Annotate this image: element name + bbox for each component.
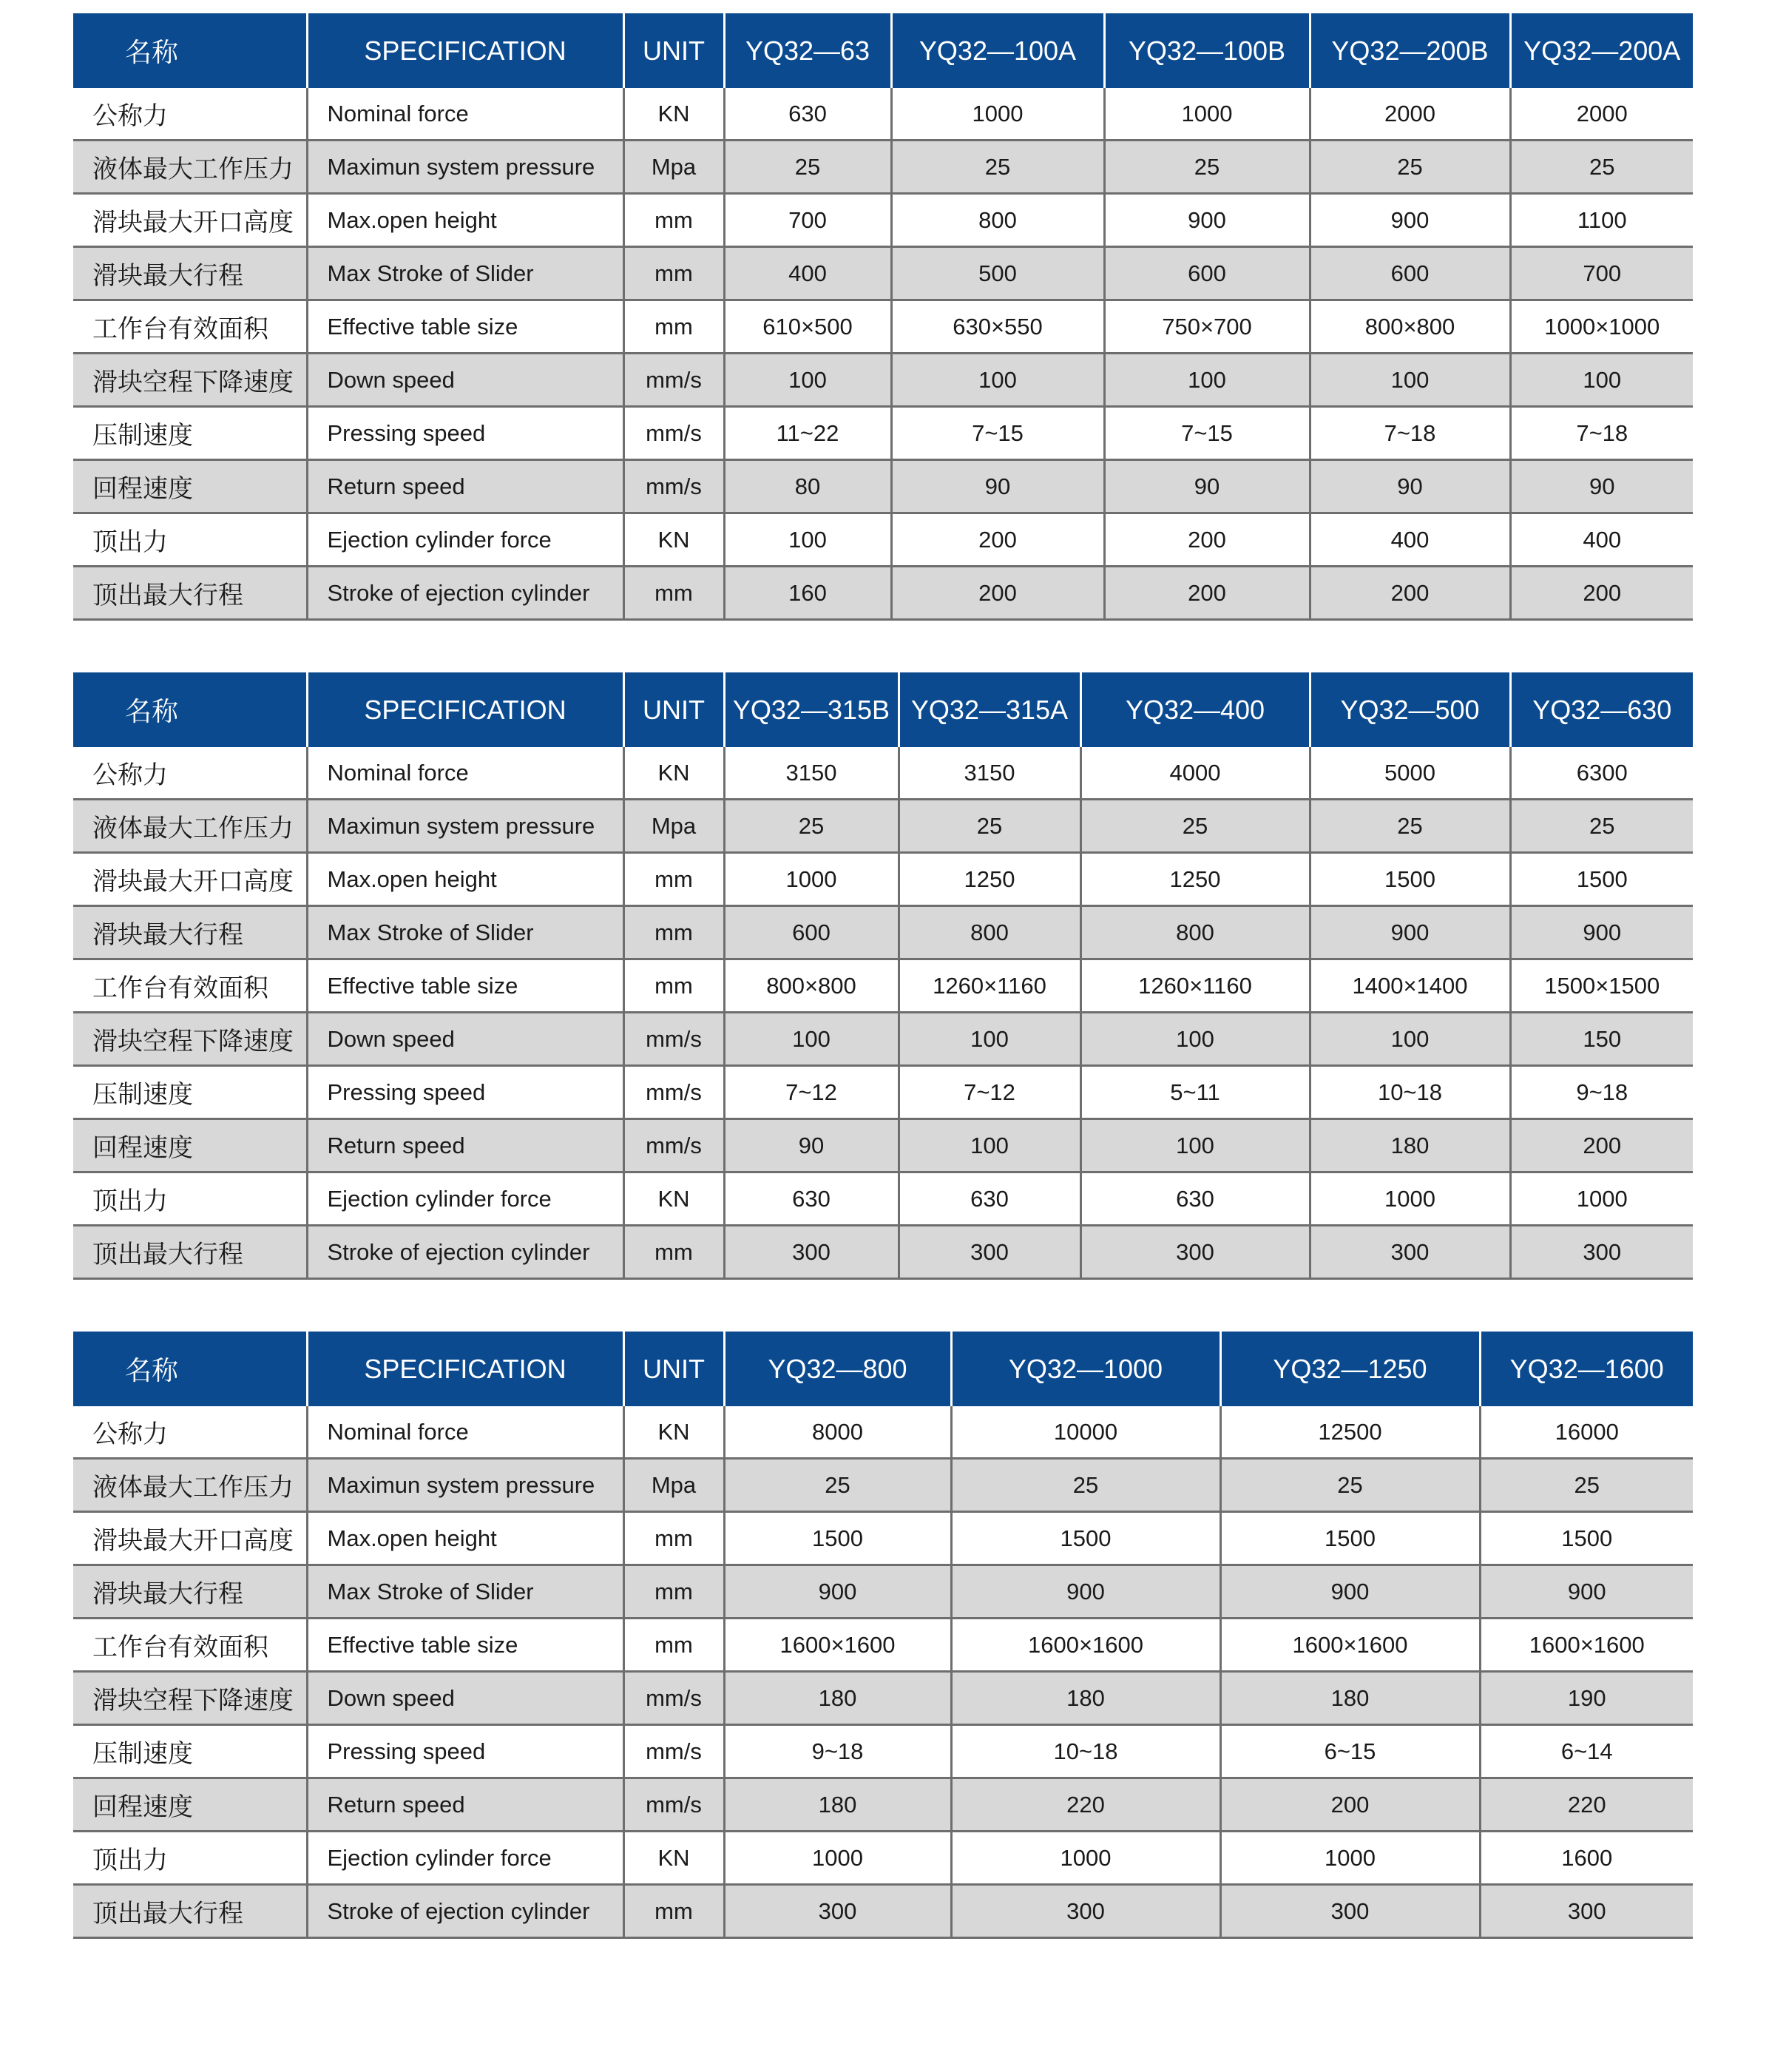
value-cell: 300 <box>724 1885 951 1938</box>
row-unit: mm/s <box>623 1672 724 1725</box>
table-row <box>73 1512 1693 1565</box>
row-label-cn: 工作台有效面积 <box>73 300 307 354</box>
row-unit: KN <box>623 1406 724 1459</box>
spec-table-2 <box>73 672 1693 1280</box>
header-row <box>73 13 1693 88</box>
value-cell: 9~18 <box>724 1725 951 1778</box>
value-cell: 1000×1000 <box>1510 300 1693 354</box>
value-cell: 90 <box>1510 460 1693 513</box>
row-label-cn: 滑块最大行程 <box>73 1565 307 1619</box>
row-unit: Mpa <box>623 800 724 853</box>
value-cell: 6~14 <box>1480 1725 1693 1778</box>
row-unit: mm <box>623 853 724 906</box>
value-cell: 200 <box>891 513 1104 567</box>
value-cell: 630×550 <box>891 300 1104 354</box>
row-label-cn: 压制速度 <box>73 407 307 460</box>
value-cell: 200 <box>1510 567 1693 620</box>
value-cell: 1000 <box>951 1832 1220 1885</box>
value-cell: 180 <box>1220 1672 1480 1725</box>
row-label-en: Nominal force <box>307 88 623 141</box>
value-cell: 3150 <box>899 747 1080 800</box>
value-cell: 100 <box>1310 354 1510 407</box>
row-label-en: Ejection cylinder force <box>307 1172 623 1226</box>
table-row <box>73 300 1693 354</box>
value-cell: 25 <box>724 141 891 194</box>
value-cell: 9~18 <box>1510 1066 1693 1119</box>
value-cell: 220 <box>951 1778 1220 1832</box>
row-unit: mm <box>623 300 724 354</box>
value-cell: 630 <box>1080 1172 1310 1226</box>
row-label-cn: 顶出最大行程 <box>73 1226 307 1279</box>
table-row <box>73 1172 1693 1226</box>
table-row <box>73 1832 1693 1885</box>
row-unit: mm <box>623 1619 724 1672</box>
value-cell: 900 <box>1310 906 1510 959</box>
row-label-en: Return speed <box>307 460 623 513</box>
value-cell: 6300 <box>1510 747 1693 800</box>
value-cell: 300 <box>1310 1226 1510 1279</box>
row-label-cn: 顶出最大行程 <box>73 1885 307 1938</box>
header-unit: UNIT <box>623 672 724 747</box>
value-cell: 1260×1160 <box>899 959 1080 1013</box>
row-unit: mm/s <box>623 354 724 407</box>
value-cell: 90 <box>891 460 1104 513</box>
table-row <box>73 1672 1693 1725</box>
value-cell: 1000 <box>724 853 899 906</box>
value-cell: 180 <box>724 1778 951 1832</box>
row-label-en: Maximun system pressure <box>307 141 623 194</box>
value-cell: 600 <box>1104 247 1310 300</box>
value-cell: 4000 <box>1080 747 1310 800</box>
row-label-cn: 滑块空程下降速度 <box>73 354 307 407</box>
table-row <box>73 513 1693 567</box>
header-model: YQ32—1600 <box>1480 1332 1693 1406</box>
header-model: YQ32—200B <box>1310 13 1510 88</box>
value-cell: 1500 <box>724 1512 951 1565</box>
value-cell: 900 <box>1104 194 1310 247</box>
value-cell: 160 <box>724 567 891 620</box>
value-cell: 16000 <box>1480 1406 1693 1459</box>
table-row <box>73 800 1693 853</box>
row-label-cn: 滑块最大行程 <box>73 247 307 300</box>
header-name: 名称 <box>73 13 307 88</box>
value-cell: 10~18 <box>1310 1066 1510 1119</box>
spec-table-1 <box>73 13 1693 621</box>
row-label-cn: 滑块最大开口高度 <box>73 194 307 247</box>
value-cell: 25 <box>899 800 1080 853</box>
table-row <box>73 247 1693 300</box>
value-cell: 1000 <box>891 88 1104 141</box>
row-unit: mm <box>623 1565 724 1619</box>
value-cell: 400 <box>1310 513 1510 567</box>
value-cell: 25 <box>1310 141 1510 194</box>
row-unit: mm/s <box>623 407 724 460</box>
value-cell: 300 <box>899 1226 1080 1279</box>
value-cell: 1400×1400 <box>1310 959 1510 1013</box>
row-unit: mm <box>623 194 724 247</box>
row-label-en: Max.open height <box>307 1512 623 1565</box>
table-row <box>73 1406 1693 1459</box>
table-row <box>73 88 1693 141</box>
value-cell: 900 <box>724 1565 951 1619</box>
value-cell: 700 <box>724 194 891 247</box>
value-cell: 5000 <box>1310 747 1510 800</box>
value-cell: 90 <box>724 1119 899 1172</box>
value-cell: 1500 <box>1310 853 1510 906</box>
row-unit: mm/s <box>623 460 724 513</box>
header-specification: SPECIFICATION <box>307 1332 623 1406</box>
row-unit: mm/s <box>623 1778 724 1832</box>
value-cell: 630 <box>724 1172 899 1226</box>
value-cell: 400 <box>724 247 891 300</box>
value-cell: 10000 <box>951 1406 1220 1459</box>
value-cell: 8000 <box>724 1406 951 1459</box>
row-unit: KN <box>623 747 724 800</box>
value-cell: 1600×1600 <box>1480 1619 1693 1672</box>
row-unit: mm/s <box>623 1066 724 1119</box>
table-row <box>73 1119 1693 1172</box>
value-cell: 25 <box>1104 141 1310 194</box>
value-cell: 190 <box>1480 1672 1693 1725</box>
value-cell: 300 <box>1510 1226 1693 1279</box>
table-row <box>73 407 1693 460</box>
header-row <box>73 1332 1693 1406</box>
value-cell: 1100 <box>1510 194 1693 247</box>
value-cell: 100 <box>891 354 1104 407</box>
row-label-en: Pressing speed <box>307 1725 623 1778</box>
value-cell: 1500 <box>951 1512 1220 1565</box>
value-cell: 900 <box>951 1565 1220 1619</box>
value-cell: 1600 <box>1480 1832 1693 1885</box>
value-cell: 300 <box>1480 1885 1693 1938</box>
value-cell: 25 <box>724 800 899 853</box>
value-cell: 100 <box>899 1013 1080 1066</box>
value-cell: 200 <box>1310 567 1510 620</box>
value-cell: 1600×1600 <box>724 1619 951 1672</box>
value-cell: 1000 <box>1220 1832 1480 1885</box>
row-label-en: Effective table size <box>307 300 623 354</box>
value-cell: 25 <box>1510 141 1693 194</box>
row-label-en: Return speed <box>307 1119 623 1172</box>
row-unit: KN <box>623 88 724 141</box>
row-label-cn: 公称力 <box>73 1406 307 1459</box>
table-row <box>73 906 1693 959</box>
row-label-cn: 滑块最大行程 <box>73 906 307 959</box>
header-name: 名称 <box>73 672 307 747</box>
value-cell: 800 <box>891 194 1104 247</box>
value-cell: 1500 <box>1510 853 1693 906</box>
value-cell: 2000 <box>1510 88 1693 141</box>
header-model: YQ32—63 <box>724 13 891 88</box>
value-cell: 630 <box>899 1172 1080 1226</box>
row-label-en: Down speed <box>307 1672 623 1725</box>
row-label-cn: 压制速度 <box>73 1066 307 1119</box>
value-cell: 25 <box>1080 800 1310 853</box>
header-model: YQ32—315A <box>899 672 1080 747</box>
value-cell: 200 <box>1510 1119 1693 1172</box>
value-cell: 180 <box>1310 1119 1510 1172</box>
value-cell: 25 <box>1220 1459 1480 1512</box>
value-cell: 1500 <box>1220 1512 1480 1565</box>
value-cell: 12500 <box>1220 1406 1480 1459</box>
value-cell: 7~15 <box>1104 407 1310 460</box>
header-row <box>73 672 1693 747</box>
row-label-en: Effective table size <box>307 959 623 1013</box>
row-label-cn: 滑块最大开口高度 <box>73 1512 307 1565</box>
value-cell: 1000 <box>1104 88 1310 141</box>
header-model: YQ32—100B <box>1104 13 1310 88</box>
value-cell: 100 <box>1104 354 1310 407</box>
row-label-en: Stroke of ejection cylinder <box>307 1226 623 1279</box>
header-model: YQ32—400 <box>1080 672 1310 747</box>
value-cell: 200 <box>1220 1778 1480 1832</box>
row-label-en: Effective table size <box>307 1619 623 1672</box>
value-cell: 400 <box>1510 513 1693 567</box>
header-model: YQ32—1000 <box>951 1332 1220 1406</box>
value-cell: 7~12 <box>899 1066 1080 1119</box>
row-unit: mm/s <box>623 1119 724 1172</box>
value-cell: 7~18 <box>1310 407 1510 460</box>
value-cell: 900 <box>1480 1565 1693 1619</box>
value-cell: 1000 <box>1510 1172 1693 1226</box>
header-model: YQ32—100A <box>891 13 1104 88</box>
row-unit: mm <box>623 959 724 1013</box>
header-model: YQ32—630 <box>1510 672 1693 747</box>
value-cell: 300 <box>1080 1226 1310 1279</box>
value-cell: 180 <box>724 1672 951 1725</box>
value-cell: 900 <box>1310 194 1510 247</box>
row-label-en: Max Stroke of Slider <box>307 906 623 959</box>
table-row <box>73 747 1693 800</box>
row-label-cn: 顶出力 <box>73 513 307 567</box>
value-cell: 900 <box>1220 1565 1480 1619</box>
value-cell: 1500 <box>1480 1512 1693 1565</box>
row-label-en: Max.open height <box>307 194 623 247</box>
row-label-cn: 液体最大工作压力 <box>73 800 307 853</box>
value-cell: 2000 <box>1310 88 1510 141</box>
value-cell: 1250 <box>1080 853 1310 906</box>
header-name: 名称 <box>73 1332 307 1406</box>
value-cell: 1260×1160 <box>1080 959 1310 1013</box>
row-label-cn: 工作台有效面积 <box>73 959 307 1013</box>
value-cell: 90 <box>1104 460 1310 513</box>
row-unit: mm/s <box>623 1013 724 1066</box>
header-model: YQ32—200A <box>1510 13 1693 88</box>
value-cell: 300 <box>1220 1885 1480 1938</box>
value-cell: 90 <box>1310 460 1510 513</box>
value-cell: 80 <box>724 460 891 513</box>
value-cell: 100 <box>899 1119 1080 1172</box>
table-row <box>73 460 1693 513</box>
value-cell: 100 <box>1080 1013 1310 1066</box>
value-cell: 1600×1600 <box>1220 1619 1480 1672</box>
row-label-en: Max Stroke of Slider <box>307 1565 623 1619</box>
row-unit: mm <box>623 1226 724 1279</box>
row-label-cn: 回程速度 <box>73 460 307 513</box>
table-row <box>73 1885 1693 1938</box>
row-label-en: Max.open height <box>307 853 623 906</box>
value-cell: 600 <box>724 906 899 959</box>
value-cell: 700 <box>1510 247 1693 300</box>
value-cell: 800×800 <box>724 959 899 1013</box>
row-unit: mm <box>623 1885 724 1938</box>
row-label-en: Maximun system pressure <box>307 800 623 853</box>
value-cell: 6~15 <box>1220 1725 1480 1778</box>
table-row <box>73 1725 1693 1778</box>
value-cell: 1000 <box>1310 1172 1510 1226</box>
value-cell: 25 <box>1310 800 1510 853</box>
row-label-en: Pressing speed <box>307 1066 623 1119</box>
row-unit: KN <box>623 1832 724 1885</box>
value-cell: 11~22 <box>724 407 891 460</box>
row-label-cn: 液体最大工作压力 <box>73 1459 307 1512</box>
row-label-cn: 回程速度 <box>73 1778 307 1832</box>
value-cell: 800 <box>899 906 1080 959</box>
value-cell: 220 <box>1480 1778 1693 1832</box>
value-cell: 1500×1500 <box>1510 959 1693 1013</box>
value-cell: 25 <box>891 141 1104 194</box>
value-cell: 900 <box>1510 906 1693 959</box>
row-label-cn: 公称力 <box>73 747 307 800</box>
table-row <box>73 1778 1693 1832</box>
value-cell: 100 <box>1510 354 1693 407</box>
value-cell: 25 <box>1510 800 1693 853</box>
row-label-en: Down speed <box>307 354 623 407</box>
row-label-en: Ejection cylinder force <box>307 513 623 567</box>
value-cell: 100 <box>724 1013 899 1066</box>
value-cell: 7~12 <box>724 1066 899 1119</box>
value-cell: 100 <box>1310 1013 1510 1066</box>
row-unit: Mpa <box>623 141 724 194</box>
value-cell: 630 <box>724 88 891 141</box>
value-cell: 1000 <box>724 1832 951 1885</box>
table-row <box>73 1226 1693 1279</box>
row-unit: KN <box>623 513 724 567</box>
table-row <box>73 1619 1693 1672</box>
table-row <box>73 1565 1693 1619</box>
table-row <box>73 1459 1693 1512</box>
row-label-en: Stroke of ejection cylinder <box>307 1885 623 1938</box>
row-label-cn: 公称力 <box>73 88 307 141</box>
value-cell: 180 <box>951 1672 1220 1725</box>
value-cell: 5~11 <box>1080 1066 1310 1119</box>
row-unit: mm <box>623 247 724 300</box>
row-label-en: Nominal force <box>307 747 623 800</box>
row-unit: mm <box>623 906 724 959</box>
value-cell: 610×500 <box>724 300 891 354</box>
row-label-en: Down speed <box>307 1013 623 1066</box>
row-label-cn: 液体最大工作压力 <box>73 141 307 194</box>
table-row <box>73 141 1693 194</box>
header-model: YQ32—500 <box>1310 672 1510 747</box>
value-cell: 1600×1600 <box>951 1619 1220 1672</box>
row-label-cn: 滑块最大开口高度 <box>73 853 307 906</box>
row-label-en: Max Stroke of Slider <box>307 247 623 300</box>
value-cell: 300 <box>724 1226 899 1279</box>
row-unit: mm <box>623 1512 724 1565</box>
row-label-cn: 工作台有效面积 <box>73 1619 307 1672</box>
row-label-en: Maximun system pressure <box>307 1459 623 1512</box>
value-cell: 25 <box>951 1459 1220 1512</box>
value-cell: 1250 <box>899 853 1080 906</box>
value-cell: 25 <box>724 1459 951 1512</box>
row-label-cn: 滑块空程下降速度 <box>73 1672 307 1725</box>
value-cell: 100 <box>724 513 891 567</box>
table-row <box>73 194 1693 247</box>
value-cell: 3150 <box>724 747 899 800</box>
value-cell: 800 <box>1080 906 1310 959</box>
row-label-en: Pressing speed <box>307 407 623 460</box>
spec-table-3 <box>73 1332 1693 1939</box>
value-cell: 200 <box>1104 513 1310 567</box>
row-label-cn: 顶出力 <box>73 1832 307 1885</box>
header-model: YQ32—315B <box>724 672 899 747</box>
value-cell: 100 <box>1080 1119 1310 1172</box>
row-label-cn: 压制速度 <box>73 1725 307 1778</box>
value-cell: 25 <box>1480 1459 1693 1512</box>
value-cell: 10~18 <box>951 1725 1220 1778</box>
table-row <box>73 354 1693 407</box>
header-model: YQ32—1250 <box>1220 1332 1480 1406</box>
value-cell: 7~18 <box>1510 407 1693 460</box>
header-unit: UNIT <box>623 1332 724 1406</box>
row-label-cn: 顶出最大行程 <box>73 567 307 620</box>
row-label-en: Nominal force <box>307 1406 623 1459</box>
row-label-en: Return speed <box>307 1778 623 1832</box>
value-cell: 750×700 <box>1104 300 1310 354</box>
row-unit: Mpa <box>623 1459 724 1512</box>
row-label-en: Ejection cylinder force <box>307 1832 623 1885</box>
value-cell: 150 <box>1510 1013 1693 1066</box>
row-unit: mm/s <box>623 1725 724 1778</box>
value-cell: 200 <box>1104 567 1310 620</box>
row-label-en: Stroke of ejection cylinder <box>307 567 623 620</box>
value-cell: 7~15 <box>891 407 1104 460</box>
row-unit: mm <box>623 567 724 620</box>
table-row <box>73 853 1693 906</box>
table-row <box>73 567 1693 620</box>
table-row <box>73 1066 1693 1119</box>
row-label-cn: 顶出力 <box>73 1172 307 1226</box>
value-cell: 100 <box>724 354 891 407</box>
header-specification: SPECIFICATION <box>307 672 623 747</box>
table-row <box>73 959 1693 1013</box>
row-label-cn: 滑块空程下降速度 <box>73 1013 307 1066</box>
header-unit: UNIT <box>623 13 724 88</box>
table-row <box>73 1013 1693 1066</box>
row-label-cn: 回程速度 <box>73 1119 307 1172</box>
header-model: YQ32—800 <box>724 1332 951 1406</box>
value-cell: 500 <box>891 247 1104 300</box>
header-specification: SPECIFICATION <box>307 13 623 88</box>
value-cell: 300 <box>951 1885 1220 1938</box>
value-cell: 600 <box>1310 247 1510 300</box>
value-cell: 200 <box>891 567 1104 620</box>
value-cell: 800×800 <box>1310 300 1510 354</box>
row-unit: KN <box>623 1172 724 1226</box>
